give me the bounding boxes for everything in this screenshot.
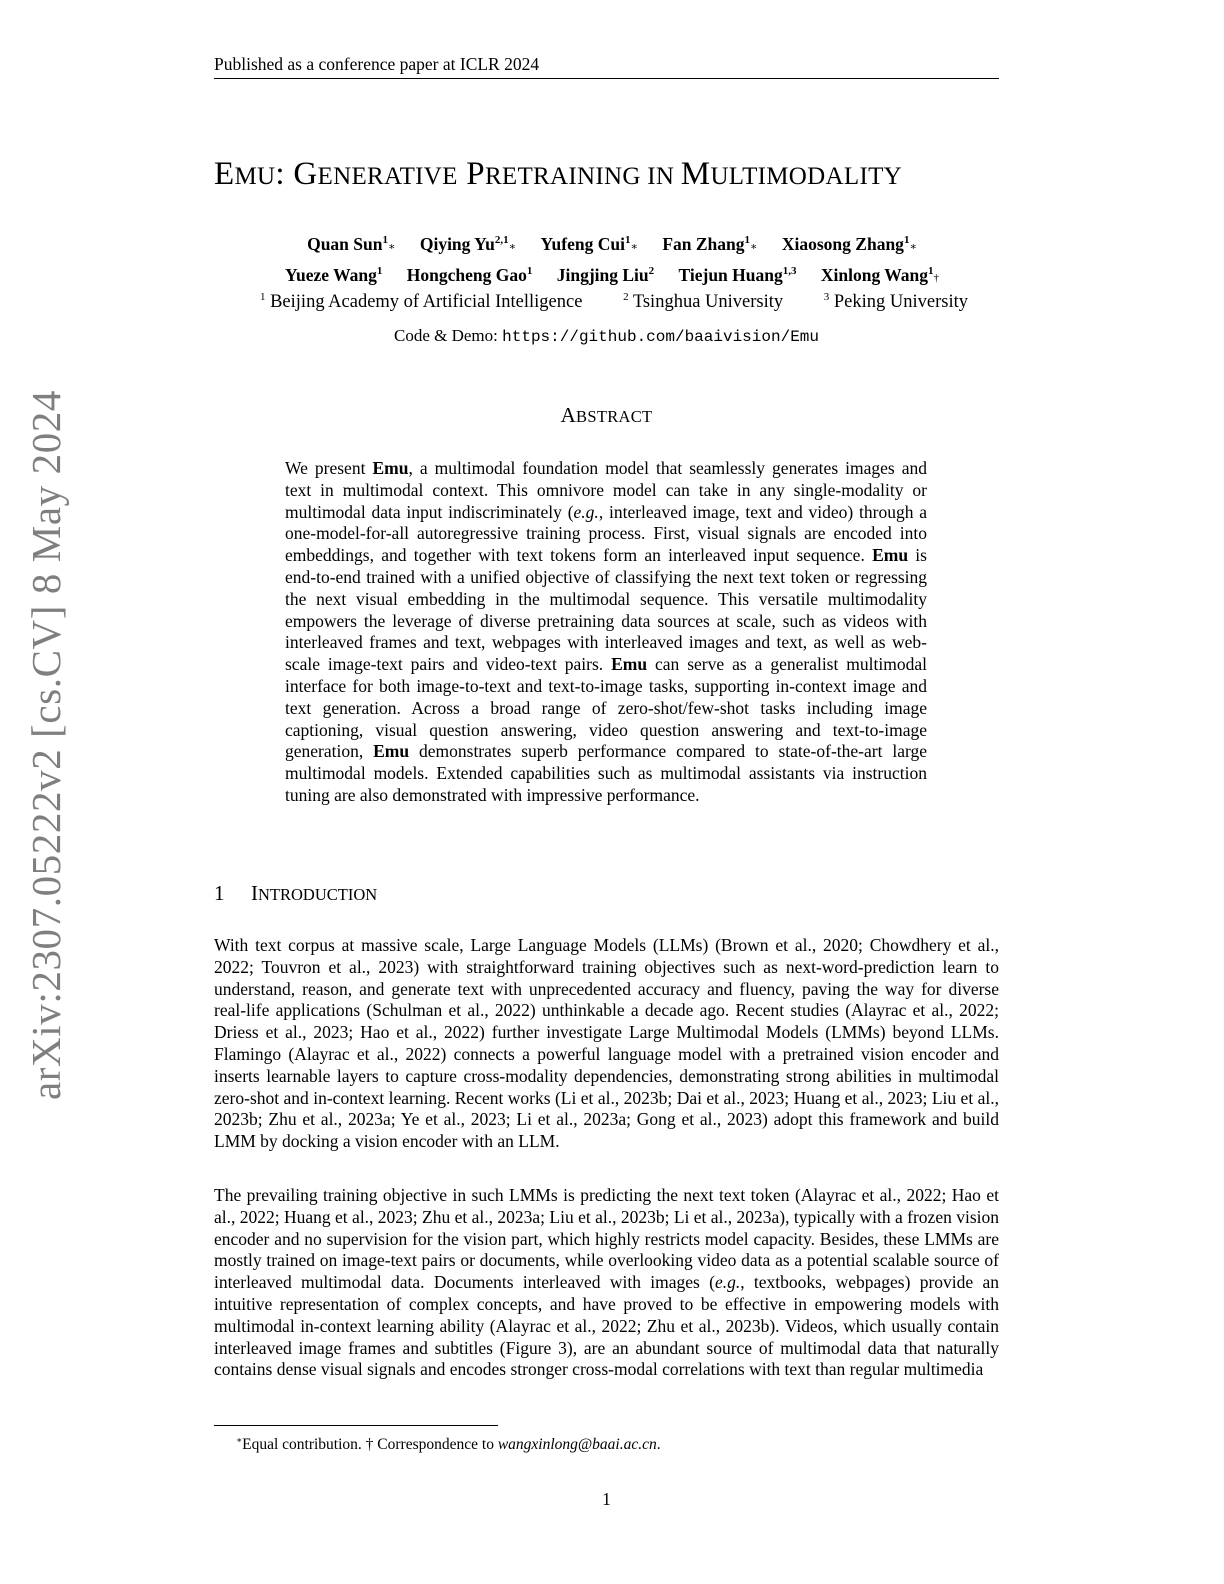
paragraph-text: The prevailing training objective in such LMMs is predicting the next text token (Alayrac et al., 2022; Hao et al., 2022; Huang et al., 2023; Zhu et al., 2023a; Liu et al., 2023b; Li et al., 2023a), typically with a frozen vision encoder and no supervision for the vision part, which highly restricts model capacity. Besides, these LMMs are mostly trained on image-text pairs or documents, while overlooking video data as a potential scalable source of interleaved multimodal data. Documents interleaved with images (	[214, 1185, 999, 1293]
abstract-heading-initial: A	[560, 403, 577, 427]
code-demo-line	[214, 325, 999, 348]
title-part: MU	[234, 163, 276, 190]
abstract-heading	[214, 402, 999, 430]
abstract-text: demonstrates superb performance compared to state-of-the-art large multimodal models. Extended capabilities such as multimodal assistants via instruction tuning are also demonstrated with impressive performance.	[285, 741, 927, 805]
author	[285, 259, 382, 287]
footnote	[236, 1430, 996, 1455]
author-affil: 2,1	[494, 234, 509, 246]
abstract-heading-rest: BSTRACT	[576, 407, 653, 426]
affiliation-number: 3	[823, 291, 830, 303]
author	[782, 228, 917, 259]
author-name: Tiejun Huang	[678, 264, 783, 285]
abstract-text: is end-to-end trained with a unified objective of classifying the next text token or regressing the next visual embedding in the multimodal sequence. This versatile multimodality empowers the leverage of diverse pretraining data sources at scale, such as videos with interleaved frames and text, webpages with interleaved images and text, as well as web-scale image-text pairs and video-text pairs.	[285, 545, 927, 675]
author-name: Xinlong Wang	[820, 264, 929, 285]
section-number: 1	[214, 881, 225, 905]
eg-italic: e.g.	[573, 501, 599, 522]
section-heading-introduction	[214, 880, 999, 908]
author-name: Jingjing Liu	[556, 264, 649, 285]
abstract-text: We present	[285, 458, 373, 478]
author-affil: 1	[744, 234, 751, 246]
author	[407, 259, 533, 287]
code-demo-link[interactable]: https://github.com/baaivision/Emu	[502, 328, 819, 346]
author-mark: ∗	[387, 240, 396, 253]
author-affil: 1	[903, 234, 910, 246]
title-part: ULTIMODALITY	[710, 163, 902, 190]
author-mark: †	[933, 271, 940, 284]
intro-paragraph-2	[214, 1185, 999, 1381]
author-name: Yueze Wang	[284, 264, 377, 285]
paragraph-text: , textbooks, webpages) provide an intuitive representation of complex concepts, and have proved to be effective in empowering models with multimodal in-context learning ability (Alayrac et al., 2022; Zhu et al., 2023b). Videos, which usually contain interleaved image frames and subtitles (Figure 3), are an abundant source of multimodal data that naturally contains dense visual signals and encodes stronger cross-modal correlations with text than regular multimedia	[214, 1272, 999, 1380]
author-list	[214, 228, 1010, 290]
title-part: IN	[640, 163, 681, 190]
author-affil: 1	[624, 234, 631, 246]
affiliation-number: 2	[623, 291, 629, 303]
footnote-email[interactable]: wangxinlong@baai.ac.cn	[497, 1436, 657, 1454]
affiliation-name: Peking University	[829, 292, 969, 313]
author-affil: 1	[376, 264, 383, 277]
footnote-mark: ∗	[236, 1435, 243, 1445]
title-part: RETRAINING	[484, 163, 641, 190]
author-mark: ∗	[750, 240, 758, 253]
title-part: M	[680, 156, 711, 192]
footnote-divider	[214, 1425, 498, 1426]
footnote-text: Equal contribution. † Correspondence to	[242, 1436, 498, 1454]
author	[420, 228, 516, 259]
running-header: Published as a conference paper at ICLR 2024	[214, 53, 999, 79]
affiliation-list	[214, 285, 1014, 314]
section-heading-initial: I	[251, 881, 258, 905]
author-affil: 1,3	[782, 264, 797, 277]
title-part: E	[214, 156, 235, 192]
author-name: Hongcheng Gao	[406, 264, 527, 285]
author	[679, 259, 797, 287]
affiliation	[260, 285, 582, 314]
code-demo-label: Code & Demo:	[394, 326, 503, 345]
author-name: Quan Sun	[307, 233, 383, 254]
affiliation	[824, 285, 968, 314]
author-affil: 1	[382, 234, 388, 246]
author	[557, 259, 654, 287]
affiliation-name: Tsinghua University	[628, 292, 784, 313]
affiliation-name: Beijing Academy of Artificial Intelligence	[265, 292, 583, 313]
affiliation-number: 1	[259, 291, 266, 303]
abstract-body	[285, 458, 927, 807]
title-part: ENERATIVE	[317, 163, 458, 190]
paper-title	[214, 154, 1004, 197]
author-affil: 2	[648, 264, 655, 277]
author-affil: 1	[526, 264, 533, 277]
intro-paragraph-1: With text corpus at massive scale, Large Language Models (LLMs) (Brown et al., 2020; Chowdhery et al., 2022; Touvron et al., 2023) with straightforward training objectives such as next-word-prediction learn to understand, reason, and generate text with unprecedented accuracy and fluency, paving the way for diverse real-life applications (Schulman et al., 2022) unthinkable a decade ago. Recent studies (Alayrac et al., 2022; Driess et al., 2023; Hao et al., 2022) further investigate Large Multimodal Models (LMMs) beyond LLMs. Flamingo (Alayrac et al., 2022) connects a powerful language model with a pretrained vision encoder and inserts learnable layers to capture cross-modality dependencies, demonstrating strong abilities in multimodal zero-shot and in-context learning. Recent works (Li et al., 2023b; Dai et al., 2023; Huang et al., 2023; Liu et al., 2023b; Zhu et al., 2023a; Ye et al., 2023; Li et al., 2023a; Gong et al., 2023) adopt this framework and build LMM by docking a vision encoder with an LLM.	[214, 935, 999, 1152]
emu-bold: Emu	[611, 654, 648, 675]
author	[662, 228, 757, 259]
page-number: 1	[602, 1489, 611, 1509]
emu-bold: Emu	[872, 545, 909, 566]
author-name: Yufeng Cui	[540, 233, 625, 254]
author-name: Qiying Yu	[419, 233, 495, 254]
author-affil: 1	[928, 264, 934, 277]
author	[541, 228, 638, 259]
emu-bold: Emu	[372, 458, 409, 478]
author-name: Fan Zhang	[662, 233, 745, 254]
title-part: G	[293, 156, 318, 192]
author-mark: ∗	[508, 240, 517, 253]
author-name: Xiaosong Zhang	[781, 233, 904, 254]
abstract-text: , interleaved image, text and video) through a one-model-for-all autoregressive training process. First, visual signals are encoded into embeddings, and together with text tokens form an interleaved input sequence.	[285, 501, 927, 566]
author-mark: ∗	[630, 240, 638, 253]
abstract-text: , a multimodal foundation model that seamlessly generates images and text in multimodal context. This omnivore model can take in any single-modality or multimodal data input indiscriminately (	[285, 458, 928, 522]
arxiv-side-stamp: arXiv:2307.05222v2 [cs.CV] 8 May 2024	[23, 389, 69, 1100]
author-mark: ∗	[909, 240, 917, 253]
footnote-text: .	[656, 1436, 661, 1454]
abstract-text: can serve as a generalist multimodal interface for both image-to-text and text-to-image tasks, supporting in-context image and text generation. Across a broad range of zero-shot/few-shot tasks including image captioning, visual question answering, video question answering and text-to-image generation,	[285, 654, 927, 762]
title-part: P	[466, 156, 485, 192]
eg-italic: e.g.	[714, 1272, 741, 1293]
title-part: :	[275, 156, 294, 192]
emu-bold: Emu	[373, 741, 410, 762]
affiliation	[623, 285, 783, 314]
section-heading-rest: NTRODUCTION	[258, 885, 378, 904]
title-part	[458, 156, 467, 192]
author	[307, 228, 395, 259]
